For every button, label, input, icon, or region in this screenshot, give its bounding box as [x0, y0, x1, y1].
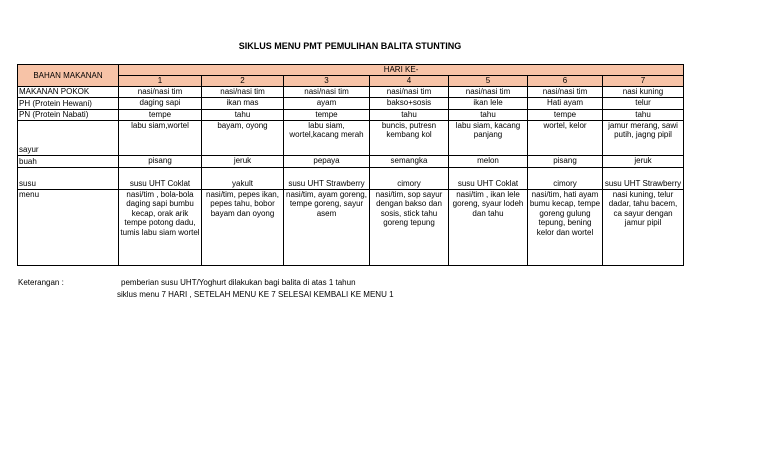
table-row-protein-nabati [18, 109, 684, 120]
header-hari-ke: HARI KE- [119, 65, 684, 76]
header-bahan-makanan: BAHAN MAKANAN [18, 65, 119, 87]
row-label: susu [18, 167, 119, 189]
table-row-buah [18, 155, 684, 167]
table-cell: nasi/tim, pepes ikan, pepes tahu, bobor bayam dan oyong [202, 189, 284, 265]
table-cell: tempe [528, 109, 603, 120]
table-cell: nasi/tim, hati ayam bumu kecap, tempe goreng gulung tepung, bening kelor dan wortel [528, 189, 603, 265]
table-cell: tempe [284, 109, 370, 120]
table-row-menu [18, 189, 684, 265]
page-title: SIKLUS MENU PMT PEMULIHAN BALITA STUNTING [238, 41, 462, 51]
table-cell: tahu [370, 109, 449, 120]
table-cell: cimory [370, 167, 449, 189]
table-cell: buncis, putresn kembang kol [370, 120, 449, 155]
table-cell: labu siam,wortel [119, 120, 202, 155]
row-label: menu [18, 189, 119, 265]
day-number: 1 [119, 75, 202, 86]
notes-line-2: siklus menu 7 HARI , SETELAH MENU KE 7 SELESAI KEMBALI KE MENU 1 [117, 290, 394, 299]
table-cell: jeruk [202, 155, 284, 167]
table-cell: nasi/nasi tim [449, 86, 528, 97]
table-cell: semangka [370, 155, 449, 167]
row-label: sayur [18, 120, 119, 155]
table-cell: ayam [284, 97, 370, 109]
table-cell: nasi/nasi tim [370, 86, 449, 97]
table-cell: susu UHT Coklat [119, 167, 202, 189]
table-cell: susu UHT Coklat [449, 167, 528, 189]
day-number: 3 [284, 75, 370, 86]
table-cell: ikan lele [449, 97, 528, 109]
table-cell: nasi kuning, telur dadar, tahu bacem, ca sayur dengan jamur pipil [603, 189, 684, 265]
table-cell: jamur merang, sawi putih, jagng pipil [603, 120, 684, 155]
table-cell: yakult [202, 167, 284, 189]
table-cell: pisang [119, 155, 202, 167]
table-cell: melon [449, 155, 528, 167]
day-number: 6 [528, 75, 603, 86]
row-label: PN (Protein Nabati) [18, 109, 119, 120]
table-cell: Hati ayam [528, 97, 603, 109]
table-cell: pisang [528, 155, 603, 167]
table-cell: nasi/nasi tim [202, 86, 284, 97]
table-cell: nasi/tim , ikan lele goreng, syaur lodeh dan tahu [449, 189, 528, 265]
notes-label: Keterangan : [18, 278, 64, 287]
table-cell: nasi/tim, ayam goreng, tempe goreng, sayur asem [284, 189, 370, 265]
notes-line-1: pemberian susu UHT/Yoghurt dilakukan bagi balita di atas 1 tahun [121, 278, 356, 287]
table-cell: tahu [202, 109, 284, 120]
table-row-sayur [18, 120, 684, 155]
table-cell: jeruk [603, 155, 684, 167]
table-cell: labu siam, wortel,kacang merah [284, 120, 370, 155]
table-row-makanan-pokok [18, 86, 684, 97]
row-label: buah [18, 155, 119, 167]
row-label: MAKANAN POKOK [18, 86, 119, 97]
table-cell: nasi/nasi tim [284, 86, 370, 97]
table-cell: daging sapi [119, 97, 202, 109]
menu-cycle-table [17, 64, 684, 266]
day-number: 5 [449, 75, 528, 86]
table-cell: nasi/tim, sop sayur dengan bakso dan sosis, stick tahu goreng tepung [370, 189, 449, 265]
table-cell: nasi/tim , bola-bola daging sapi bumbu kecap, orak arik tempe potong dadu, tumis labu siam wortel [119, 189, 202, 265]
table-cell: susu UHT Strawberry [284, 167, 370, 189]
table-cell: nasi/nasi tim [528, 86, 603, 97]
table-cell: wortel, kelor [528, 120, 603, 155]
table-cell: ikan mas [202, 97, 284, 109]
day-number: 7 [603, 75, 684, 86]
day-number: 2 [202, 75, 284, 86]
table-cell: tahu [603, 109, 684, 120]
table-cell: nasi/nasi tim [119, 86, 202, 97]
table-cell: telur [603, 97, 684, 109]
header-row-hari [18, 65, 684, 76]
table-cell: pepaya [284, 155, 370, 167]
table-cell: labu siam, kacang panjang [449, 120, 528, 155]
table-cell: tempe [119, 109, 202, 120]
table-cell: cimory [528, 167, 603, 189]
table-cell: susu UHT Strawberry [603, 167, 684, 189]
table-cell: nasi kuning [603, 86, 684, 97]
table-cell: bakso+sosis [370, 97, 449, 109]
day-number: 4 [370, 75, 449, 86]
table-row-protein-hewani [18, 97, 684, 109]
table-cell: tahu [449, 109, 528, 120]
row-label: PH (Protein Hewani) [18, 97, 119, 109]
table-cell: bayam, oyong [202, 120, 284, 155]
table-row-susu [18, 167, 684, 189]
